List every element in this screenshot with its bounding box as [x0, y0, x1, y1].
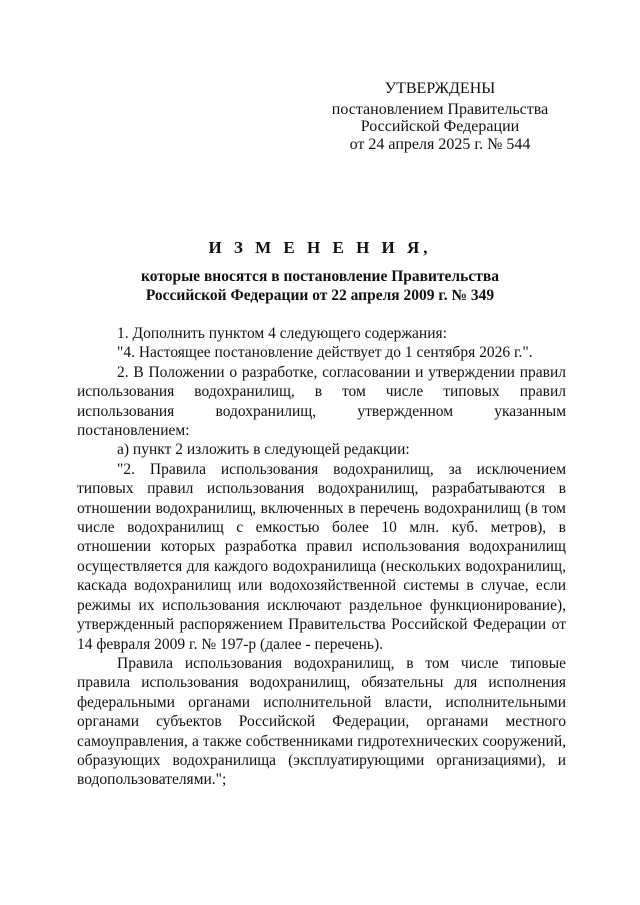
document-title: И З М Е Н Е Н И Я,: [208, 238, 432, 257]
paragraph-5: "2. Правила использования водохранилищ, за исключением типовых правил использования водохранилищ, разрабатываются в отношении водохранилищ, включенных в перечень водохранилищ (в том числе водохранилищ с емкостью более 10 млн. куб. метров), в отношении которых разработка правил использования водохранилищ осуществляется для каждого водохранилища (нескольких водохранилищ, каскада водохранилищ или водохозяйственной системы в случае, если режимы их использования исключают раздельное функционирование), утвержденный распоряжением Правительства Российской Федерации от 14 февраля 2009 г. № 197-р (далее - перечень).: [77, 460, 566, 653]
document-heading: [70, 238, 570, 305]
paragraph-6: Правила использования водохранилищ, в том числе типовые правила использования водохранилищ, обязательны для исполнения федеральными органами исполнительной власти, исполнительными органами субъектов Российской Федерации, органами местного самоуправления, а также собственниками гидротехнических сооружений, образующих водохранилища (эксплуатирующими организациями), и водопользователями.";: [77, 654, 566, 789]
approval-stamp: [330, 80, 550, 153]
document-subtitle-line-2: Российской Федерации от 22 апреля 2009 г. № 349: [145, 287, 495, 304]
document-body: [77, 324, 566, 790]
paragraph-4: а) пункт 2 изложить в следующей редакции:: [117, 441, 410, 459]
paragraph-3: 2. В Положении о разработке, согласовании и утверждении правил использования водохранилищ, в том числе типовых правил использования водохранилищ, утвержденном указанным постановлением:: [77, 363, 566, 440]
approval-line-2: Российской Федерации: [360, 118, 520, 135]
approval-line-3: от 24 апреля 2025 г. № 544: [349, 135, 531, 153]
paragraph-2: "4. Настоящее постановление действует до 1 сентября 2026 г.".: [117, 344, 533, 362]
paragraph-1: 1. Дополнить пунктом 4 следующего содержания:: [117, 325, 447, 342]
document-subtitle-line-1: которые вносятся в постановление Правительства: [141, 268, 499, 285]
approved-label: УТВЕРЖДЕНЫ: [384, 80, 496, 97]
approval-line-1: постановлением Правительства: [331, 100, 549, 118]
